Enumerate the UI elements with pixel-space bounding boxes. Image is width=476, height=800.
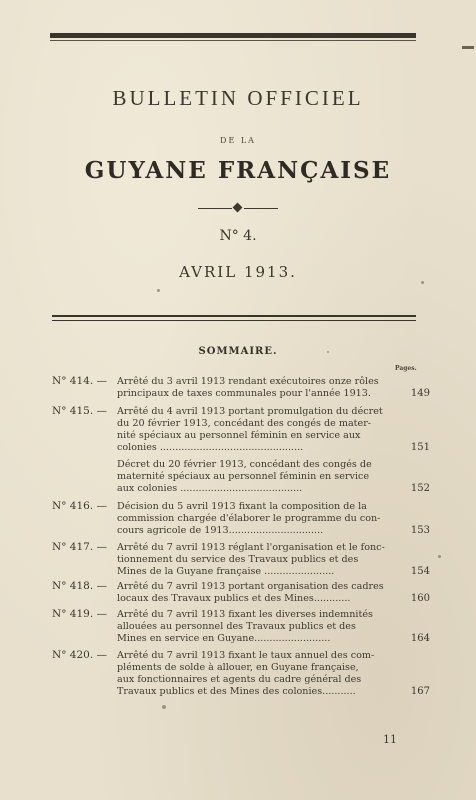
entry-line: aux colonies ........................................ bbox=[117, 483, 303, 494]
entry-line: nité spéciaux au personnel féminin en service aux bbox=[117, 430, 361, 441]
entry-line: cours agricole de 1913............................... bbox=[117, 525, 324, 536]
entry-line: Arrêté du 3 avril 1913 rendant exécutoires onze rôles bbox=[117, 376, 379, 387]
entry-line: pléments de solde à allouer, en Guyane française, bbox=[117, 662, 359, 673]
entry-line: colonies ............................................... bbox=[117, 442, 304, 453]
entry-line: Travaux publics et des Mines des colonies........... bbox=[117, 686, 356, 697]
colony-title: GUYANE FRANÇAISE bbox=[84, 157, 392, 184]
entry-number: N° 417. — bbox=[52, 541, 107, 553]
entry-line: principaux de taxes communales pour l'année 1913. bbox=[117, 388, 371, 399]
paper-speck bbox=[438, 555, 441, 558]
entry-line: locaux des Travaux publics et des Mines............ bbox=[117, 593, 351, 604]
edge-mark bbox=[462, 46, 474, 49]
entry-line: allouées au personnel des Travaux publics et des bbox=[117, 621, 356, 632]
entry-page: 153 bbox=[410, 525, 430, 536]
entry-page: 164 bbox=[410, 633, 430, 644]
paper-speck bbox=[162, 705, 166, 709]
entry-line: Arrêté du 4 avril 1913 portant promulgation du décret bbox=[117, 406, 383, 417]
entry-line: Décret du 20 février 1913, concédant des congés de bbox=[117, 459, 372, 470]
entry-number: N° 420. — bbox=[52, 649, 107, 661]
entry-line: du 20 février 1913, concédant des congés de mater- bbox=[117, 418, 372, 429]
entry-page: 152 bbox=[410, 483, 430, 494]
entry-line: tionnement du service des Travaux publics et des bbox=[117, 554, 359, 565]
paper-speck bbox=[327, 351, 329, 353]
entry-line: Mines de la Guyane française ....................... bbox=[117, 566, 335, 577]
title-ornament bbox=[198, 203, 278, 213]
issue-number: N° 4. bbox=[219, 228, 257, 244]
entry-number: N° 414. — bbox=[52, 375, 107, 387]
entry-page: 160 bbox=[410, 593, 430, 604]
entry-number: N° 418. — bbox=[52, 580, 107, 592]
entry-page: 149 bbox=[410, 388, 430, 399]
entry-page: 167 bbox=[410, 686, 430, 697]
entry-number: N° 419. — bbox=[52, 608, 107, 620]
page-footer-mark: 11 bbox=[383, 733, 397, 746]
paper-speck bbox=[421, 281, 424, 284]
entry-line: Décision du 5 avril 1913 fixant la composition de la bbox=[117, 501, 367, 512]
entry-line: maternité spéciaux au personnel féminin en service bbox=[117, 471, 370, 482]
bulletin-subtitle: DE LA bbox=[220, 136, 256, 145]
section-rule bbox=[52, 315, 416, 317]
paper-speck bbox=[157, 289, 160, 292]
entry-line: Arrêté du 7 avril 1913 portant organisation des cadres bbox=[117, 581, 384, 592]
entry-page: 154 bbox=[410, 566, 430, 577]
issue-date: AVRIL 1913. bbox=[179, 263, 297, 281]
pages-column-label: Pages. bbox=[395, 365, 417, 372]
entry-line: Arrêté du 7 avril 1913 fixant le taux annuel des com- bbox=[117, 650, 375, 661]
entry-line: aux fonctionnaires et agents du cadre général des bbox=[117, 674, 362, 685]
top-rule bbox=[50, 33, 416, 38]
bulletin-title: BULLETIN OFFICIEL bbox=[112, 86, 364, 110]
entry-line: Arrêté du 7 avril 1913 réglant l'organisation et le fonc- bbox=[117, 542, 385, 553]
top-rule-thin bbox=[50, 40, 416, 41]
entry-line: commission chargée d'élaborer le programme du con- bbox=[117, 513, 381, 524]
section-rule-thin bbox=[52, 320, 416, 321]
entry-page: 151 bbox=[410, 442, 430, 453]
entry-number: N° 416. — bbox=[52, 500, 107, 512]
entry-line: Arrêté du 7 avril 1913 fixant les diverses indemnités bbox=[117, 609, 373, 620]
entry-number: N° 415. — bbox=[52, 405, 107, 417]
entry-line: Mines en service en Guyane......................... bbox=[117, 633, 331, 644]
summary-heading: SOMMAIRE. bbox=[198, 346, 278, 357]
